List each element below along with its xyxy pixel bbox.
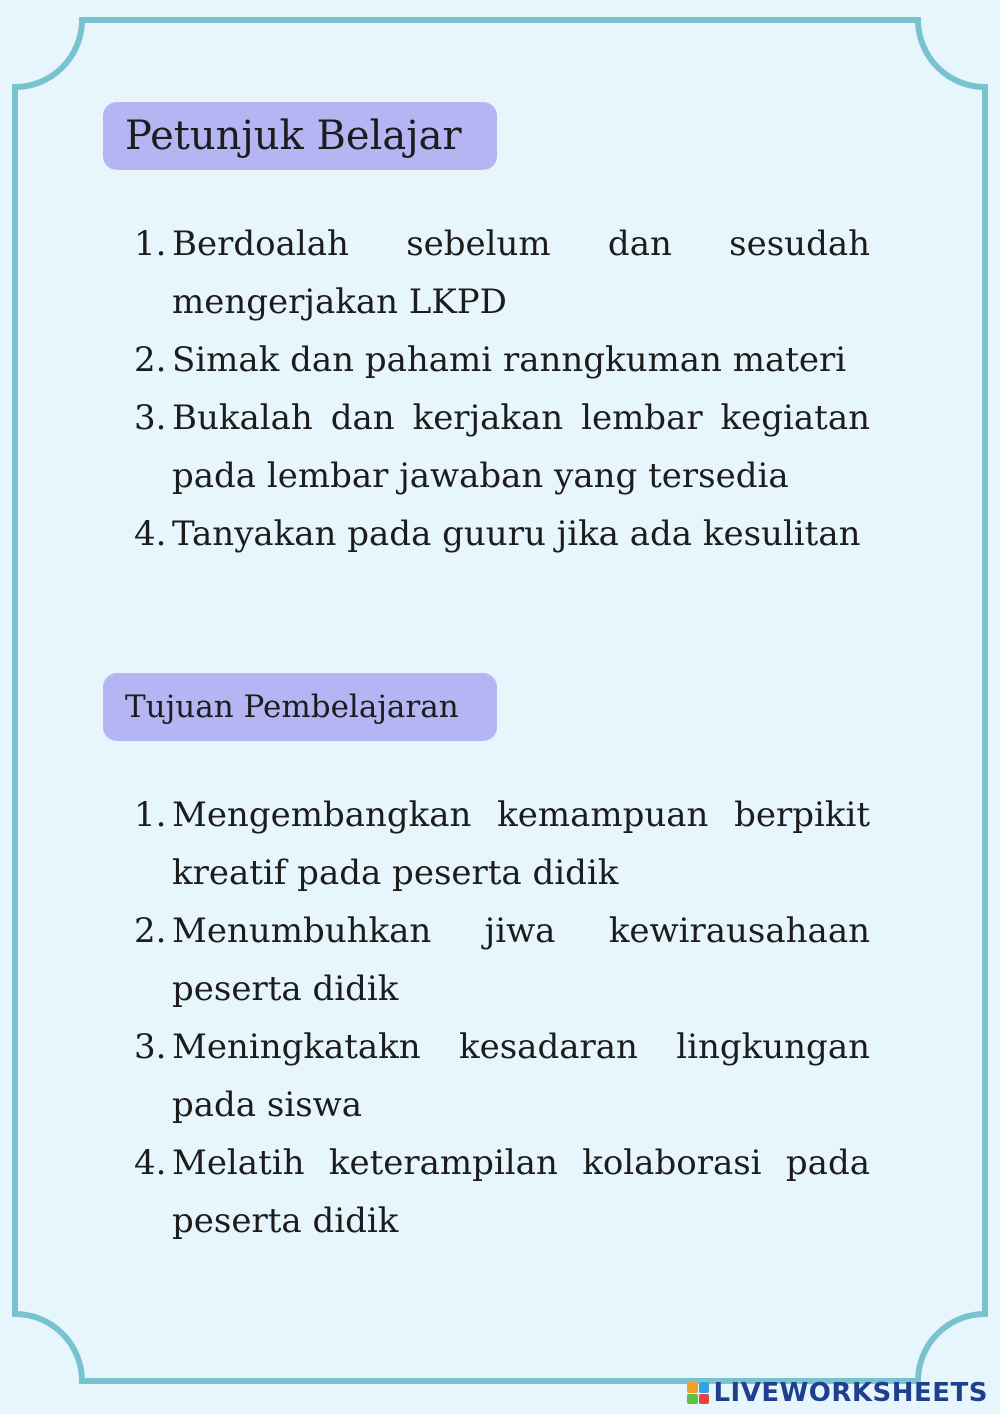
list-item	[134, 1018, 870, 1134]
item-text: Bukalah dan kerjakan lembar kegiatan pada lembar jawaban yang tersedia	[172, 398, 870, 496]
item-number: 4.	[134, 1143, 167, 1183]
objective-list	[134, 786, 870, 1250]
item-text: Berdoalah sebelum dan sesudah mengerjakan LKPD	[172, 224, 870, 322]
section-header-petunjuk	[103, 102, 497, 170]
item-text: Tanyakan pada guuru jika ada kesulitan	[172, 514, 861, 554]
section-title: Tujuan Pembelajaran	[125, 689, 459, 725]
item-number: 2.	[134, 340, 167, 380]
section-title: Petunjuk Belajar	[125, 113, 462, 159]
watermark-text: LIVEWORKSHEETS	[713, 1378, 988, 1408]
list-item	[134, 215, 870, 331]
list-item	[134, 1134, 870, 1250]
item-text: Simak dan pahami ranngkuman materi	[172, 340, 847, 380]
list-item	[134, 505, 870, 563]
item-text: Meningkatakn kesadaran lingkungan pada siswa	[172, 1027, 870, 1125]
item-number: 3.	[134, 1027, 167, 1067]
item-text: Menumbuhkan jiwa kewirausahaan peserta didik	[172, 911, 870, 1009]
item-number: 2.	[134, 911, 167, 951]
section-header-tujuan	[103, 673, 497, 741]
list-item	[134, 331, 870, 389]
liveworksheets-watermark[interactable]	[687, 1378, 988, 1408]
item-number: 1.	[134, 795, 167, 835]
instruction-list	[134, 215, 870, 563]
item-text: Mengembangkan kemampuan berpikit kreatif pada peserta didik	[172, 795, 870, 893]
item-number: 3.	[134, 398, 167, 438]
list-item	[134, 786, 870, 902]
liveworksheets-logo-icon	[687, 1382, 709, 1404]
item-text: Melatih keterampilan kolaborasi pada peserta didik	[172, 1143, 870, 1241]
list-item	[134, 389, 870, 505]
item-number: 1.	[134, 224, 167, 264]
list-item	[134, 902, 870, 1018]
item-number: 4.	[134, 514, 167, 554]
